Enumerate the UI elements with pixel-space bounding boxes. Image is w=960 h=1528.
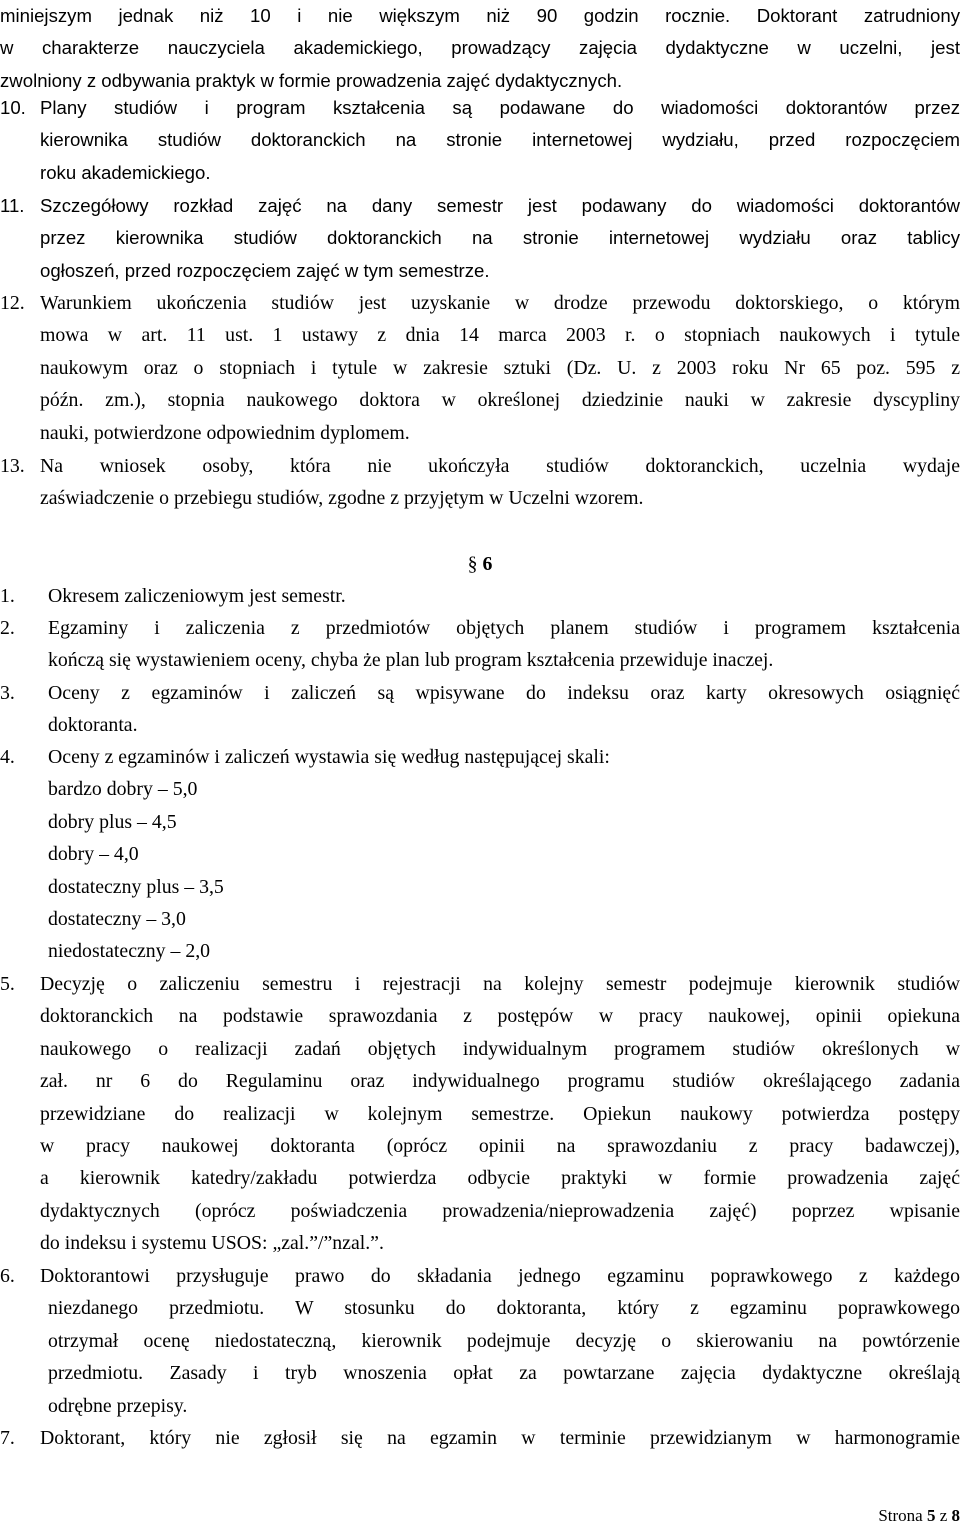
page-footer xyxy=(878,1506,960,1526)
text-line: Okresem zaliczeniowym jest semestr. xyxy=(48,585,346,607)
footer-page-number: 5 xyxy=(926,1506,936,1525)
text-line: niezdanego przedmiotu. W stosunku do doktoranta, który z egzaminu poprawkowego xyxy=(48,1297,960,1320)
footer-middle: z xyxy=(939,1506,948,1525)
text-line: zał. nr 6 do Regulaminu oraz indywidualnego programu studiów określającego zadania xyxy=(40,1070,960,1093)
grade-scale-item: dostateczny plus – 3,5 xyxy=(48,875,224,898)
text-line: doktoranckich na podstawie sprawozdania z postępów w pracy naukowej, opinii opiekuna xyxy=(40,1005,960,1028)
text-line: w pracy naukowej doktoranta (oprócz opinii na sprawozdaniu z pracy badawczej), xyxy=(40,1134,960,1157)
text-line: zaświadczenie o przebiegu studiów, zgodne z przyjętym w Uczelni wzorem. xyxy=(40,487,644,510)
text-line: w charakterze nauczyciela akademickiego, prowadzący zajęcia dydaktyczne w uczelni, jest xyxy=(0,37,960,59)
item-number: 3. xyxy=(0,682,15,704)
text-line: odrębne przepisy. xyxy=(48,1394,188,1417)
item-number: 2. xyxy=(0,617,15,639)
list-item-7 xyxy=(0,1422,960,1454)
footer-prefix: Strona xyxy=(878,1506,923,1525)
item-number: 12. xyxy=(0,292,25,314)
item-number: 4. xyxy=(0,746,15,768)
text-line: doktoranta. xyxy=(48,714,138,737)
text-line: ogłoszeń, przed rozpoczęciem zajęć w tym semestrze. xyxy=(40,259,490,281)
item-number: 1. xyxy=(0,585,15,607)
text-line: kończą się wystawieniem oceny, chyba że plan lub program kształcenia przewiduje inaczej. xyxy=(48,649,774,672)
grade-scale-item: dostateczny – 3,0 xyxy=(48,907,186,930)
section-number: 6 xyxy=(482,553,493,575)
list-item-12 xyxy=(0,287,960,449)
text-line: Doktorantowi przysługuje prawo do składania jednego egzaminu poprawkowego z każdego xyxy=(40,1265,960,1287)
list-item-4 xyxy=(0,741,960,968)
list-item-13 xyxy=(0,450,960,515)
text-line: Szczegółowy rozkład zajęć na dany semestr jest podawany do wiadomości doktorantów xyxy=(40,195,960,216)
list-item-1 xyxy=(0,580,960,612)
section-symbol: § xyxy=(467,553,478,575)
text-line: do indeksu i systemu USOS: „zal.”/”nzal.”. xyxy=(40,1232,384,1255)
text-line: naukowego o realizacji zadań objętych indywidualnym programem studiów określonych w xyxy=(40,1037,960,1060)
text-line: Doktorant, który nie zgłosił się na egzamin w terminie przewidzianym w harmonogramie xyxy=(40,1427,960,1449)
text-line: otrzymał ocenę niedostateczną, kierownik podejmuje decyzję o skierowaniu na powtórzenie xyxy=(48,1329,960,1352)
grade-scale-item: niedostateczny – 2,0 xyxy=(48,940,211,963)
list-item-6 xyxy=(0,1260,960,1422)
text-line: Oceny z egzaminów i zaliczeń są wpisywane do indeksu oraz karty okresowych osiągnięć xyxy=(48,682,960,704)
item-number: 11. xyxy=(0,195,25,216)
list-item-5 xyxy=(0,968,960,1260)
text-line: miniejszym jednak niż 10 i nie większym niż 90 godzin rocznie. Doktorant zatrudniony xyxy=(0,5,960,26)
grade-scale-item: bardzo dobry – 5,0 xyxy=(48,778,198,801)
list-item-10 xyxy=(0,92,960,189)
text-line: przez kierownika studiów doktoranckich na stronie internetowej wydziału oraz tablicy xyxy=(40,227,960,249)
item-number: 13. xyxy=(0,455,25,477)
text-line: zwolniony z odbywania praktyk w formie prowadzenia zajęć dydaktycznych. xyxy=(0,69,623,91)
text-line: Oceny z egzaminów i zaliczeń wystawia się według następującej skali: xyxy=(48,746,610,768)
section-heading xyxy=(0,548,960,580)
text-line: mowa w art. 11 ust. 1 ustawy z dnia 14 marca 2003 r. o stopniach naukowych i tytule xyxy=(40,324,960,347)
intro-paragraph xyxy=(0,0,960,97)
text-line: dydaktycznych (oprócz poświadczenia prowadzenia/nieprowadzenia zajęć) poprzez wpisanie xyxy=(40,1199,960,1222)
item-number: 5. xyxy=(0,973,15,995)
list-item-3 xyxy=(0,677,960,742)
item-number: 10. xyxy=(0,97,26,118)
text-line: Plany studiów i program kształcenia są podawane do wiadomości doktorantów przez xyxy=(40,97,960,118)
list-item-2 xyxy=(0,612,960,677)
footer-total-pages: 8 xyxy=(951,1506,960,1525)
text-line: Na wniosek osoby, która nie ukończyła studiów doktoranckich, uczelnia wydaje xyxy=(40,455,960,477)
text-line: naukowym oraz o stopniach i tytule w zakresie sztuki (Dz. U. z 2003 roku Nr 65 poz. 595 z xyxy=(40,356,960,379)
list-item-11 xyxy=(0,190,960,287)
text-line: przedmiotu. Zasady i tryb wnoszenia opłat za powtarzane zajęcia dydaktyczne określają xyxy=(48,1362,960,1385)
text-line: Warunkiem ukończenia studiów jest uzyskanie w drodze przewodu doktorskiego, o którym xyxy=(40,292,960,314)
text-line: przewidziane do realizacji w kolejnym semestrze. Opiekun naukowy potwierdza postępy xyxy=(40,1102,960,1125)
text-line: kierownika studiów doktoranckich na stronie internetowej wydziału, przed rozpoczęciem xyxy=(40,129,960,151)
grade-scale-item: dobry – 4,0 xyxy=(48,843,139,866)
text-line: a kierownik katedry/zakładu potwierdza odbycie praktyki w formie prowadzenia zajęć xyxy=(40,1167,960,1190)
text-line: nauki, potwierdzone odpowiednim dyplomem. xyxy=(40,421,410,444)
text-line: Egzaminy i zaliczenia z przedmiotów objętych planem studiów i programem kształcenia xyxy=(48,617,960,639)
grade-scale-item: dobry plus – 4,5 xyxy=(48,810,177,833)
item-number: 7. xyxy=(0,1427,15,1449)
text-line: późn. zm.), stopnia naukowego doktora w określonej dziedzinie nauki w zakresie dyscypliny xyxy=(40,389,960,412)
text-line: roku akademickiego. xyxy=(40,161,211,183)
item-number: 6. xyxy=(0,1265,15,1287)
text-line: Decyzję o zaliczeniu semestru i rejestracji na kolejny semestr podejmuje kierownik studiów xyxy=(40,973,960,995)
